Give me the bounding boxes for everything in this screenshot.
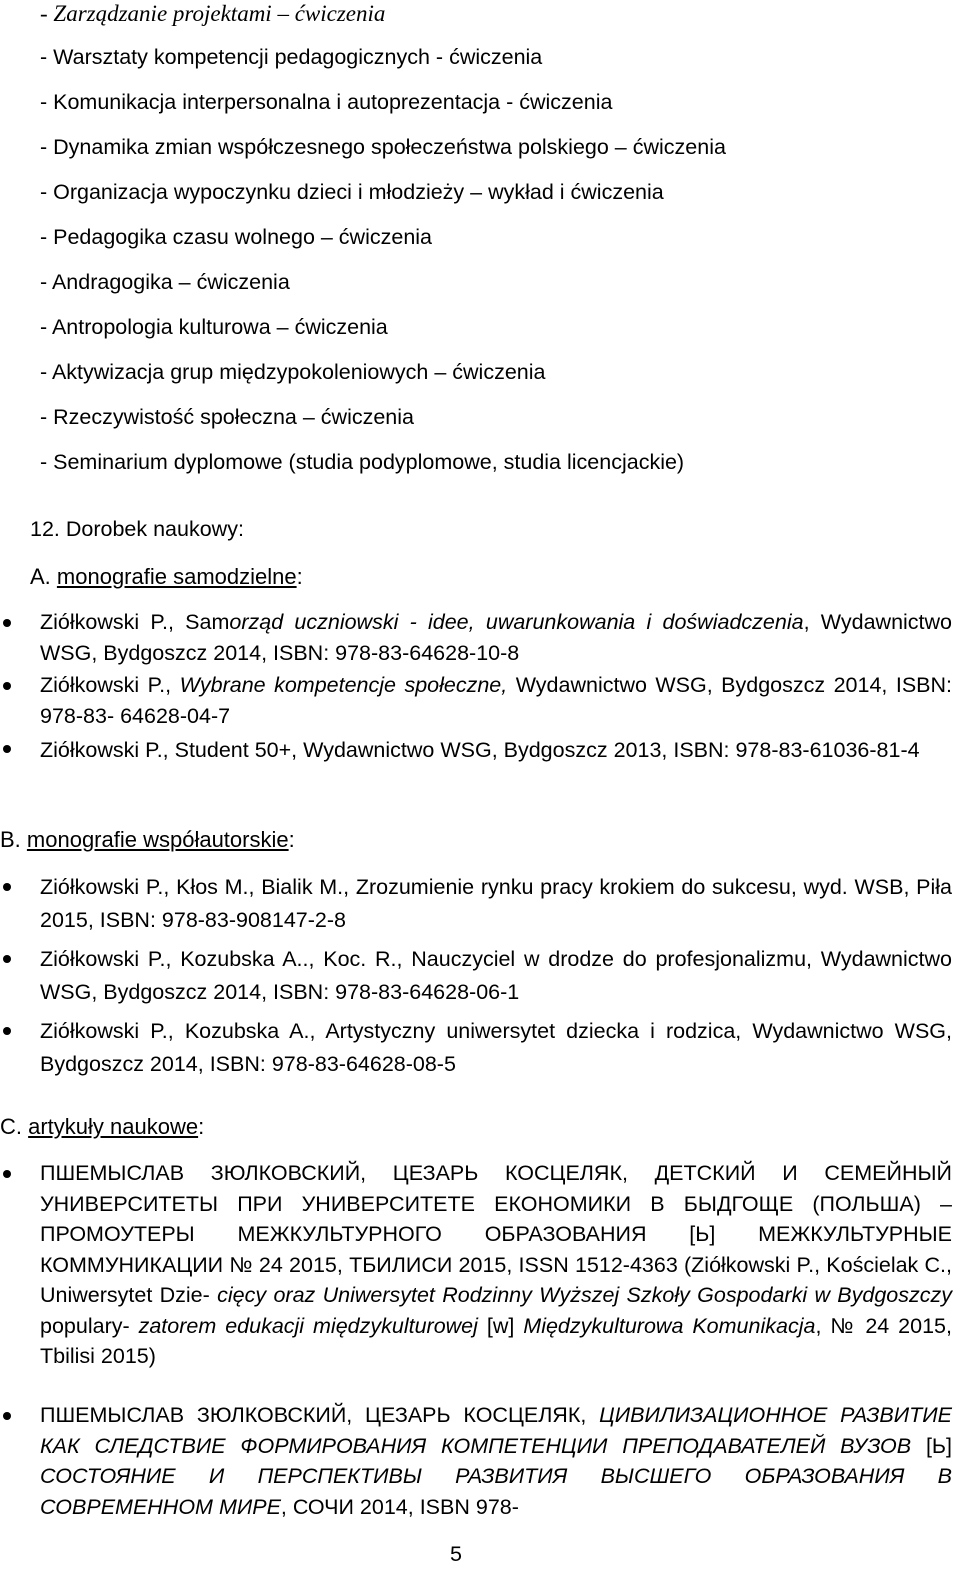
list-item: ПШЕМЫСЛАВ ЗЮЛКОВСКИЙ, ЦЕЗАРЬ КОСЦЕЛЯК, ДЕТСКИЙ И СЕМЕЙНЫЙ УНИВЕРСИТЕТЫ ПРИ УНИВЕРСИТЕТЕ ЕКОНОМИКИ В БЫДГОЩЕ (ПОЛЬША) – ПРОМОУТЕРЫ МЕЖКУЛЬТУРНОГО ОБРАЗОВАНИЯ [Ь] МЕЖКУЛЬТУРНЫЕ КОММУНИКАЦИИ № 24 2015, ТБИЛИСИ 2015, ISSN 1512-4363 (Ziółkowski P., Kościelak C., Uniwersytet Dzie- cięcy oraz Uniwersytet Rodzinny Wyższej Szkoły Gospodarki w Bydgoszczy populary- zatorem edukacji międzykulturowej [w] Międzykulturowa Komunikacja, № 24 2015, Tbilisi 2015)	[40, 1161, 952, 1368]
course-item: - Dynamika zmian współczesnego społeczeństwa polskiego – ćwiczenia	[40, 135, 726, 159]
section-title: 12. Dorobek naukowy:	[30, 517, 244, 541]
list-item: Ziółkowski P., Kozubska A.., Koc. R., Nauczyciel w drodze do profesjonalizmu, Wydawnictwo WSG, Bydgoszcz 2014, ISBN: 978-83-64628-06-1	[40, 947, 952, 1004]
section-c-heading: C. artykuły naukowe:	[0, 1114, 205, 1139]
bullet-icon	[3, 1027, 11, 1035]
list-item: Ziółkowski P., Wybrane kompetencje społeczne, Wydawnictwo WSG, Bydgoszcz 2014, ISBN: 978-83- 64628-04-7	[40, 673, 952, 728]
course-item: - Rzeczywistość społeczna – ćwiczenia	[40, 405, 414, 429]
bullet-icon	[3, 883, 11, 891]
bullet-icon	[3, 745, 11, 753]
course-item: - Aktywizacja grup międzypokoleniowych – ćwiczenia	[40, 360, 546, 384]
list-item: Ziółkowski P., Student 50+, Wydawnictwo WSG, Bydgoszcz 2013, ISBN: 978-83-61036-81-4	[40, 738, 920, 762]
bullet-icon	[3, 955, 11, 963]
course-item: - Organizacja wypoczynku dzieci i młodzieży – wykład i ćwiczenia	[40, 180, 664, 204]
course-item: - Pedagogika czasu wolnego – ćwiczenia	[40, 225, 433, 249]
bullet-icon	[3, 682, 11, 690]
page-number: 5	[450, 1542, 462, 1566]
section-a-heading: A. monografie samodzielne:	[30, 564, 303, 589]
course-item: - Zarządzanie projektami – ćwiczenia	[40, 1, 386, 26]
course-item: - Komunikacja interpersonalna i autoprezentacja - ćwiczenia	[40, 90, 613, 114]
bullet-icon	[3, 1412, 11, 1420]
list-item: Ziółkowski P., Kłos M., Bialik M., Zrozumienie rynku pracy krokiem do sukcesu, wyd. WSB, Piła 2015, ISBN: 978-83-908147-2-8	[40, 875, 952, 932]
course-item: - Seminarium dyplomowe (studia podyplomowe, studia licencjackie)	[40, 450, 685, 474]
course-item: - Andragogika – ćwiczenia	[40, 270, 290, 294]
list-item: Ziółkowski P., Kozubska A., Artystyczny uniwersytet dziecka i rodzica, Wydawnictwo WSG, Bydgoszcz 2014, ISBN: 978-83-64628-08-5	[40, 1019, 952, 1076]
list-item: Ziółkowski P., Samorząd uczniowski - idee, uwarunkowania i doświadczenia, Wydawnictwo WSG, Bydgoszcz 2014, ISBN: 978-83-64628-10-8	[40, 610, 953, 665]
bullet-icon	[3, 1170, 11, 1178]
course-item: - Warsztaty kompetencji pedagogicznych - ćwiczenia	[40, 45, 543, 69]
list-item: ПШЕМЫСЛАВ ЗЮЛКОВСКИЙ, ЦЕЗАРЬ КОСЦЕЛЯК, ЦИВИЛИЗАЦИОННОЕ РАЗВИТИЕ КАК СЛЕДСТВИЕ ФОРМИРОВАНИЯ КОМПЕТЕНЦИИ ПРЕПОДАВАТЕЛЕЙ ВУЗОВ [Ь] СОСТОЯНИЕ И ПЕРСПЕКТИВЫ РАЗВИТИЯ ВЫСШЕГО ОБРАЗОВАНИЯ В СОВРЕМЕННОМ МИРЕ, СОЧИ 2014, ISBN 978-	[40, 1403, 952, 1519]
bullet-icon	[3, 619, 11, 627]
course-item: - Antropologia kulturowa – ćwiczenia	[40, 315, 388, 339]
section-b-heading: B. monografie współautorskie:	[0, 827, 295, 852]
